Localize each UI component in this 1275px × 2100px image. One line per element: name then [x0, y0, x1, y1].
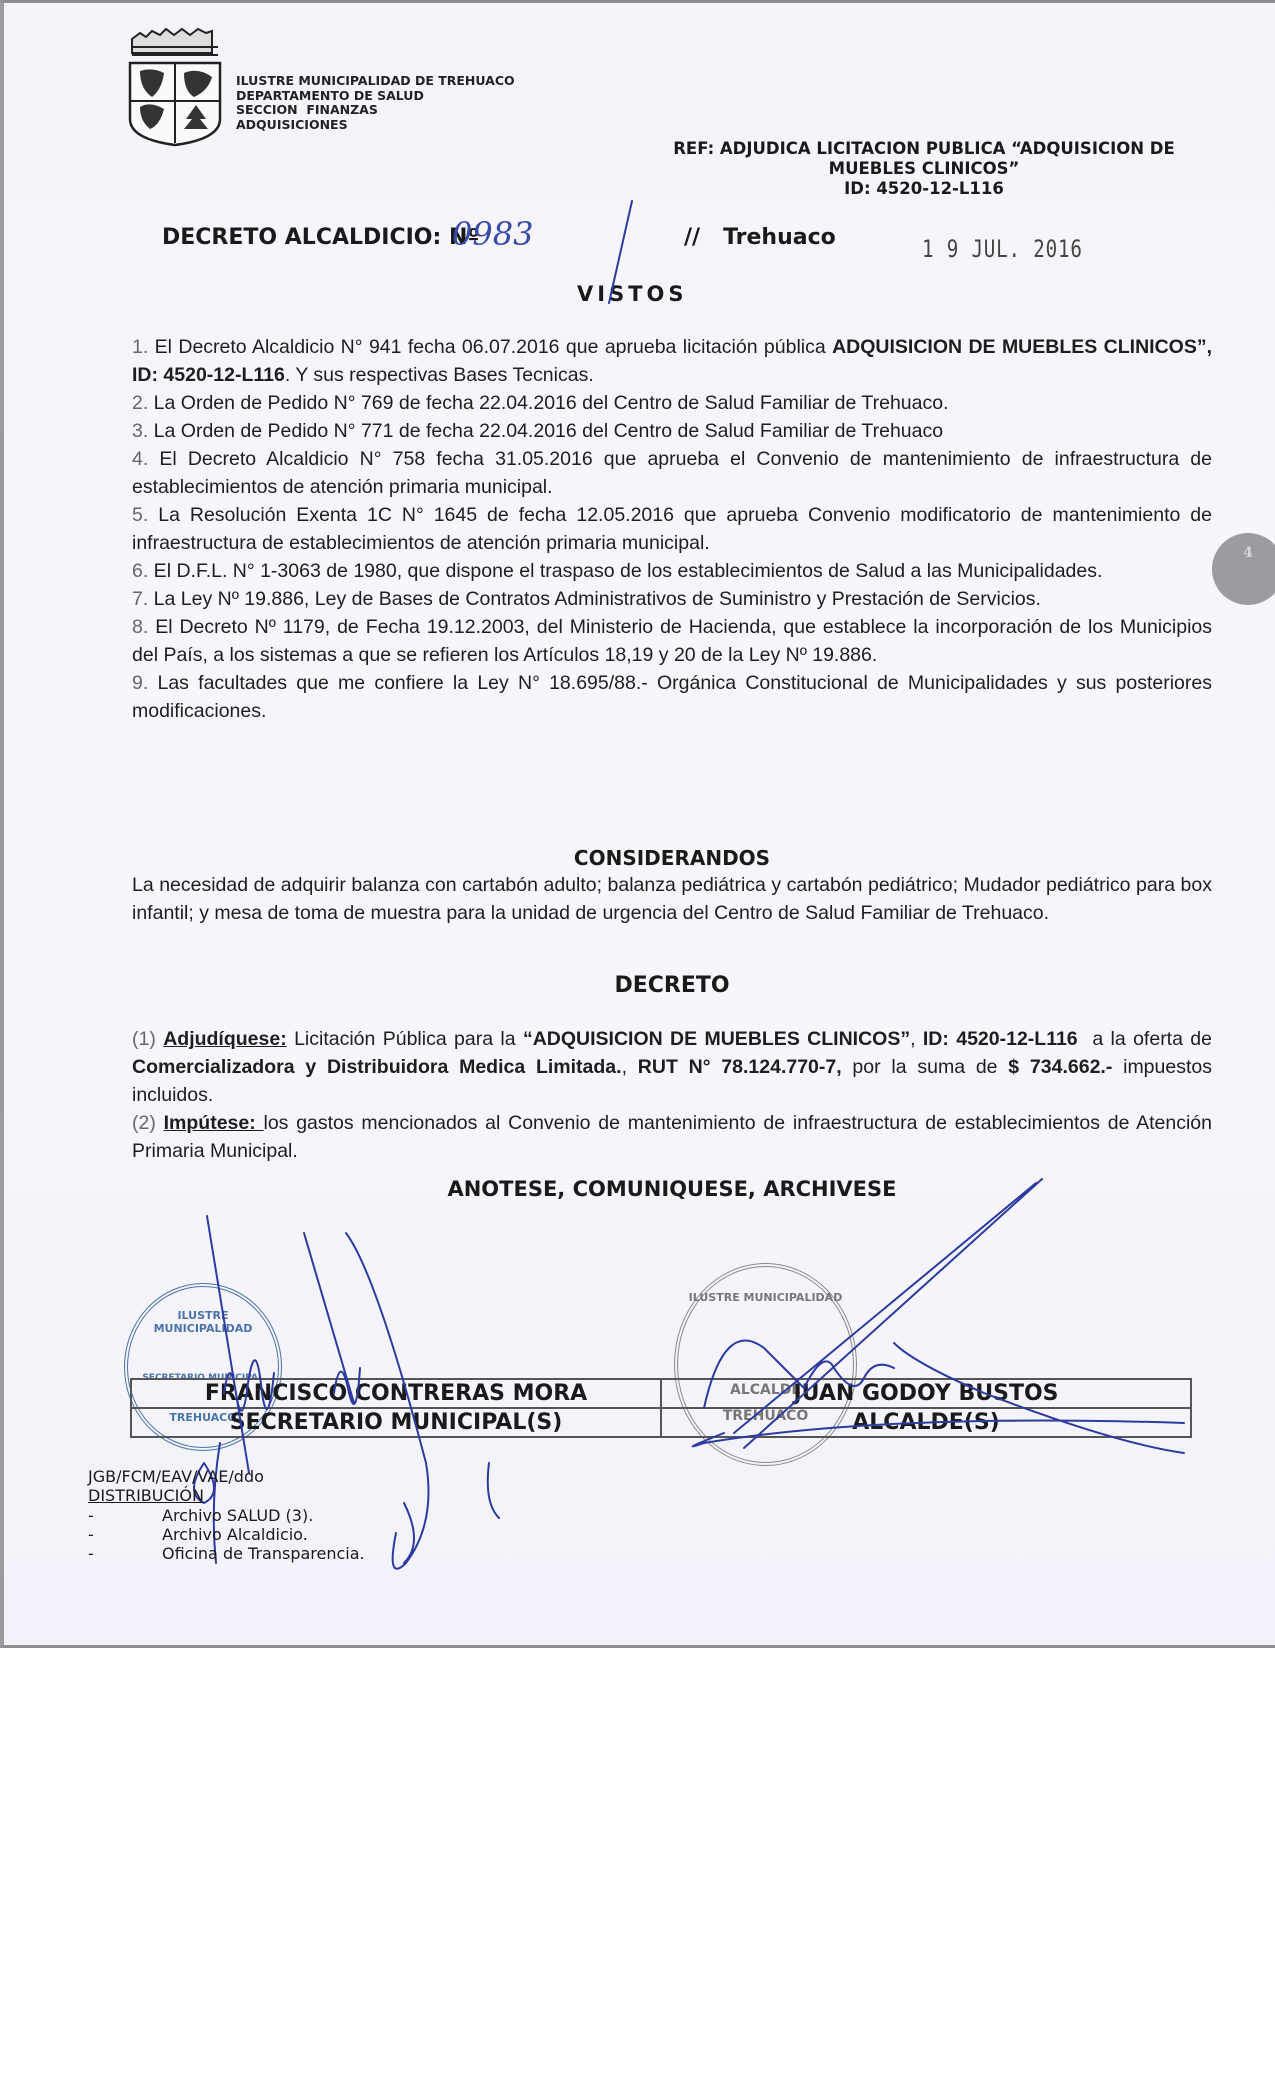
item-text: La Ley Nº 19.886, Ley de Bases de Contratos Administrativos de Suministro y Prestación de Servicios. — [148, 588, 1041, 610]
signature-table — [130, 1378, 1192, 1438]
vistos-item — [132, 557, 1212, 585]
item-text: La Orden de Pedido N° 769 de fecha 22.04.2016 del Centro de Salud Familiar de Trehuaco. — [148, 392, 949, 414]
distribution-item — [88, 1525, 365, 1544]
decreto-heading: DECRETO — [614, 973, 730, 998]
item-text: por la suma de — [841, 1056, 1009, 1078]
decreto-item-2 — [132, 1109, 1212, 1165]
distribution-text: Oficina de Transparencia. — [162, 1544, 365, 1563]
item-text: a la oferta de — [1077, 1028, 1218, 1050]
item-text: Licitación Pública para la — [286, 1028, 523, 1050]
stamp-text: SECRETARIO MUNICIPAL — [142, 1373, 264, 1383]
separator: // — [684, 225, 701, 250]
item-number: 1. — [132, 336, 149, 358]
mayor-name: JUAN GODOY BUSTOS — [661, 1379, 1191, 1408]
item-text: , — [621, 1056, 638, 1078]
vistos-item — [132, 613, 1212, 669]
bullet: - — [88, 1506, 94, 1525]
vistos-item — [132, 585, 1212, 613]
distribution-text: Archivo SALUD (3). — [162, 1506, 314, 1525]
mayor-title: ALCALDE(S) — [661, 1408, 1191, 1437]
stamp-text: ALCALDE — [730, 1382, 801, 1398]
stamp-text: ILUSTRE MUNICIPALIDAD — [153, 1309, 253, 1335]
tender-name: “ADQUISICION DE MUEBLES CLINICOS” — [522, 1028, 911, 1050]
vistos-item — [132, 669, 1212, 725]
distribution-item — [88, 1544, 365, 1563]
imputese-label: Impútese: — [163, 1112, 264, 1134]
letterhead-line: DEPARTAMENTO DE SALUD — [236, 87, 424, 103]
letterhead-line: ILUSTRE MUNICIPALIDAD DE TREHUACO — [236, 73, 515, 88]
item-text: , — [910, 1028, 923, 1050]
letterhead-line: SECCION FINANZAS — [236, 102, 378, 117]
distribution-text: Archivo Alcaldicio. — [162, 1525, 308, 1544]
page-number-badge: 4 — [1212, 533, 1275, 605]
city-name: Trehuaco — [723, 225, 836, 250]
item-number: 4. — [132, 448, 149, 470]
item-text: . Y sus respectivas Bases Tecnicas. — [284, 364, 594, 386]
municipal-crest-logo — [126, 25, 224, 147]
item-text: El Decreto Nº 1179, de Fecha 19.12.2003, del Ministerio de Hacienda, que establece la incorporación de los Municipios del País, a los sistemas a que se refieren los Artículos 18,19 y 20 de la Ley Nº 19.886. — [132, 616, 1212, 666]
stamp-text: TREHUACO — [169, 1411, 237, 1424]
distribution-heading: DISTRIBUCIÓN — [88, 1486, 204, 1505]
decree-label: DECRETO ALCALDICIO: Nº — [162, 225, 480, 250]
letterhead-line: ADQUISICIONES — [236, 116, 348, 132]
item-text: El D.F.L. N° 1-3063 de 1980, que dispone el traspaso de los establecimientos de Salud a las Municipalidades. — [148, 560, 1103, 582]
vistos-item — [132, 389, 1212, 417]
item-text: La Orden de Pedido N° 771 de fecha 22.04.2016 del Centro de Salud Familiar de Trehuaco — [148, 420, 944, 442]
amount: $ 734.662.- — [1008, 1056, 1113, 1078]
distribution-list — [88, 1506, 365, 1563]
item-number: 7. — [132, 588, 149, 610]
item-text: los gastos mencionados al Convenio de mantenimiento de infraestructura de establecimientos de Atención Primaria Municipal. — [132, 1112, 1212, 1162]
supplier-rut: RUT N° 78.124.770-7, — [637, 1056, 842, 1078]
item-number: 5. — [132, 504, 149, 526]
decreto-body — [132, 1025, 1218, 1165]
tender-id: ID: 4520-12-L116 — [922, 1028, 1078, 1050]
letterhead — [236, 74, 515, 132]
considerandos-text: La necesidad de adquirir balanza con cartabón adulto; balanza pediátrica y cartabón pediátrico; Mudador pediátrico para box infantil; y mesa de toma de muestra para la unidad de urgencia del Centro de Salud Familiar de Trehuaco. — [132, 874, 1212, 924]
considerandos-heading: CONSIDERANDOS — [573, 846, 771, 870]
item-number: 2. — [132, 392, 149, 414]
bullet: - — [88, 1544, 94, 1563]
stamp-text: ILUSTRE MUNICIPALIDAD — [688, 1291, 843, 1304]
adjudiquese-label: Adjudíquese: — [163, 1028, 287, 1050]
vistos-item — [132, 501, 1212, 557]
item-number: 3. — [132, 420, 149, 442]
item-number: 8. — [132, 616, 149, 638]
item-number: (2) — [132, 1112, 156, 1134]
reference-line: ID: 4520-12-L116 — [844, 179, 1004, 198]
secretary-name: FRANCISCO CONTRERAS MORA — [131, 1379, 661, 1408]
item-text: El Decreto Alcaldicio N° 941 fecha 06.07.2016 que aprueba licitación pública — [148, 336, 833, 358]
initials: JGB/FCM/EAV/VAE/ddo — [88, 1467, 264, 1486]
decree-city — [684, 225, 836, 250]
reference-line: MUEBLES CLINICOS” — [828, 159, 1020, 178]
date-stamp: 1 9 JUL. 2016 — [922, 235, 1083, 263]
reference-line: REF: ADJUDICA LICITACION PUBLICA “ADQUISICION DE — [673, 139, 1175, 158]
item-text: La Resolución Exenta 1C N° 1645 de fecha 12.05.2016 que aprueba Convenio modificatorio de mantenimiento de infraestructura de establecimientos de atención primaria municipal. — [132, 504, 1212, 554]
vistos-item — [132, 445, 1212, 501]
vistos-item — [132, 333, 1212, 389]
item-text: El Decreto Alcaldicio N° 758 fecha 31.05.2016 que aprueba el Convenio de mantenimiento de infraestructura de establecimientos de atención primaria municipal. — [132, 448, 1212, 498]
vistos-heading: VISTOS — [577, 282, 688, 306]
secretary-title: SECRETARIO MUNICIPAL(S) — [131, 1408, 661, 1437]
item-number: (1) — [132, 1028, 156, 1050]
item-number: 9. — [132, 672, 149, 694]
bullet: - — [88, 1525, 94, 1544]
distribution-item — [88, 1506, 365, 1525]
item-number: 6. — [132, 560, 149, 582]
item-text: impuestos incluidos. — [132, 1056, 1212, 1106]
vistos-list — [132, 333, 1212, 725]
closing-formula: ANOTESE, COMUNIQUESE, ARCHIVESE — [447, 1177, 897, 1201]
item-text: Las facultades que me confiere la Ley N° 18.695/88.- Orgánica Constitucional de Municipalidades y sus posteriores modificaciones. — [132, 672, 1212, 722]
decreto-item-1 — [132, 1025, 1218, 1109]
decree-number-handwritten: 0983 — [452, 215, 534, 253]
stamp-text: TREHUACO — [722, 1408, 809, 1424]
item-bold: ADQUISICION DE MUEBLES CLINICOS”, ID: 4520-12-L116 — [132, 336, 1212, 386]
supplier-name: Comercializadora y Distribuidora Medica Limitada. — [132, 1056, 622, 1078]
reference-block — [624, 139, 1224, 199]
vistos-item — [132, 417, 1212, 445]
